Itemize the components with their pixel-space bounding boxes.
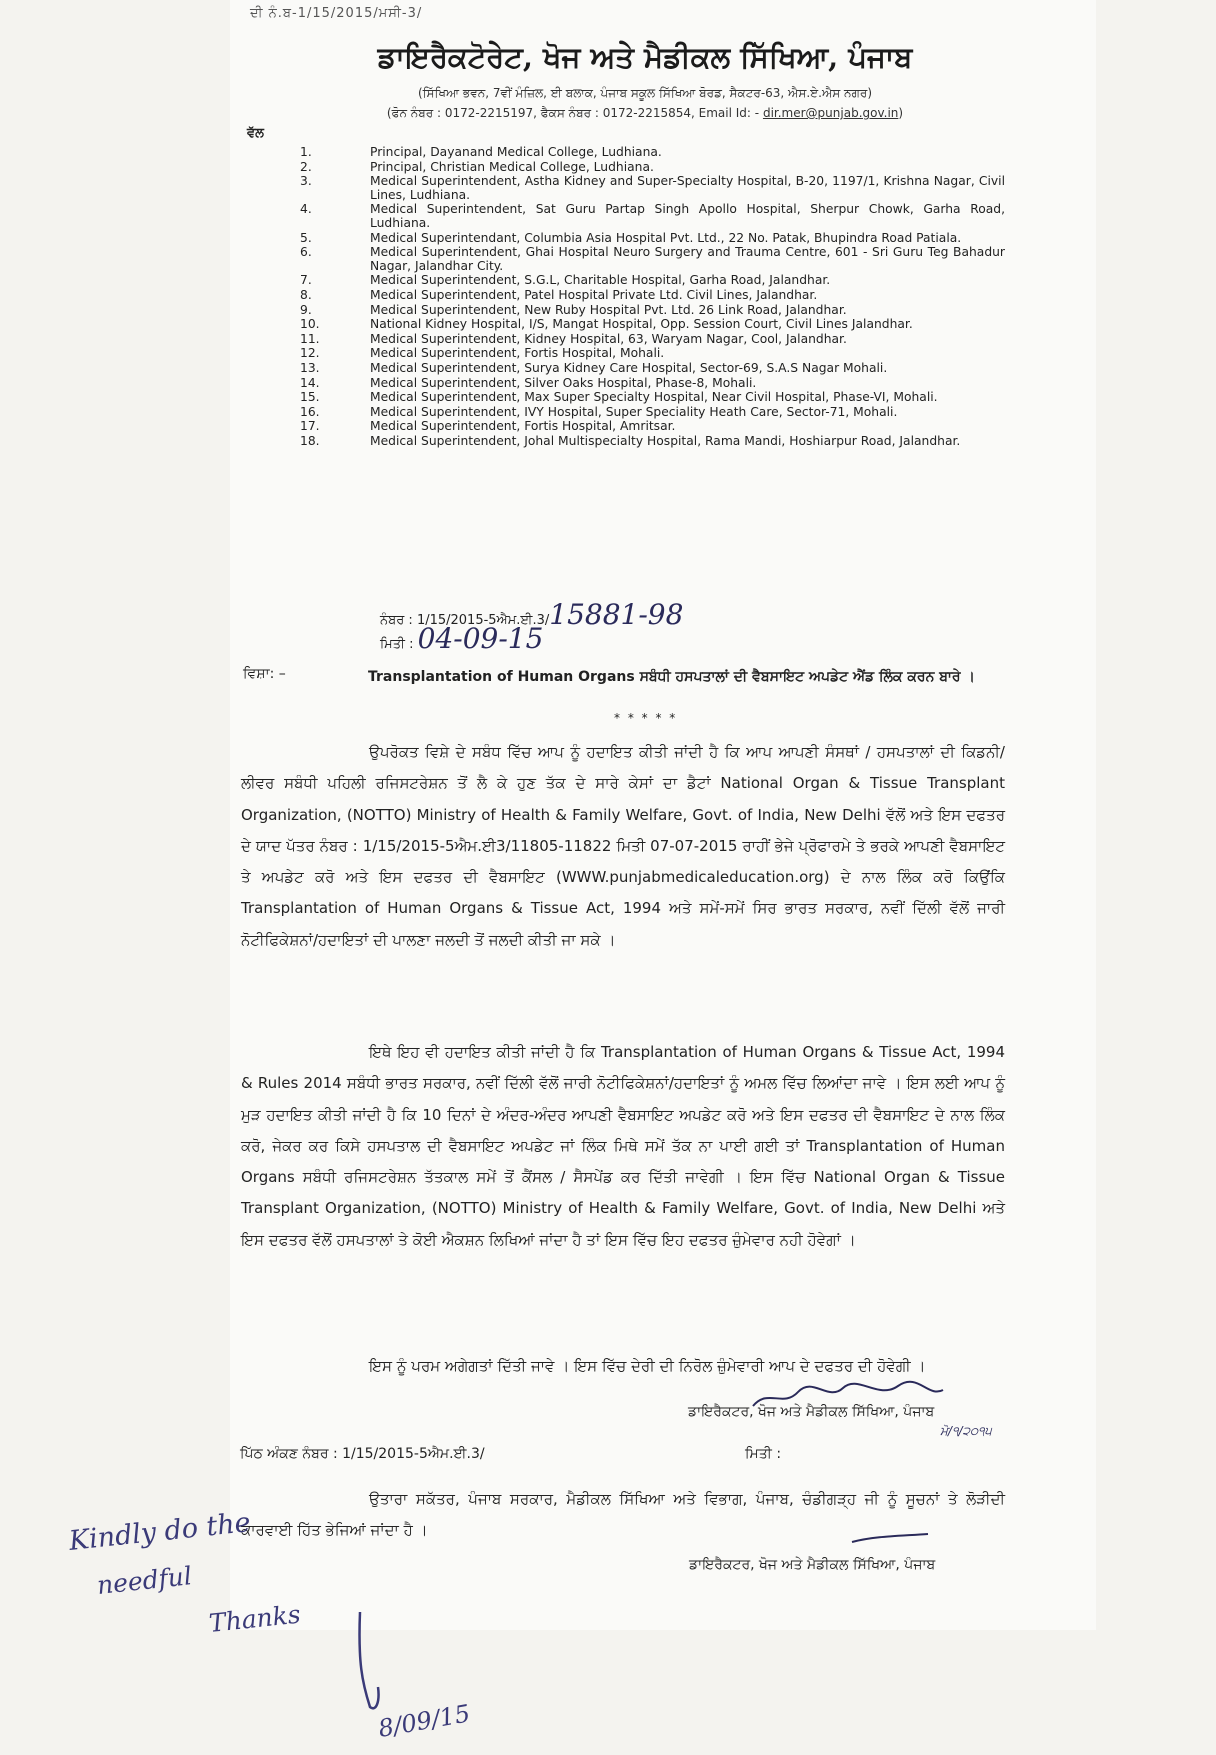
recipient-number: 15. xyxy=(300,390,320,405)
separator-stars: * * * * * xyxy=(614,711,678,725)
recipient-item xyxy=(300,161,1005,175)
recipient-item xyxy=(300,391,1005,405)
recipient-item xyxy=(300,377,1005,391)
recipient-number: 13. xyxy=(300,360,320,375)
recipient-list xyxy=(300,146,1005,449)
endorsement-number: ਪਿੱਠ ਅੰਕਣ ਨੰਬਰ : 1/15/2015-5ਐਮ.ਈ.3/ xyxy=(240,1446,485,1462)
recipient-text: Medical Superintendent, IVY Hospital, Super Speciality Heath Care, Sector-71, Mohali. xyxy=(370,404,898,419)
handwritten-line-2: needful xyxy=(95,1561,194,1600)
recipient-text: Medical Superintendent, Max Super Specialty Hospital, Near Civil Hospital, Phase-VI, Mohali. xyxy=(370,390,938,405)
body-paragraph-3: ਇਸ ਨੂੰ ਪਰਮ ਅਗੇਗਤਾਂ ਦਿੱਤੀ ਜਾਵੇ । ਇਸ ਵਿੱਚ ਦੇਰੀ ਦੀ ਨਿਰੋਲ ਜ਼ੁੰਮੇਵਾਰੀ ਆਪ ਦੇ ਦਫਤਰ ਦੀ ਹੋਵੇਗੀ । xyxy=(369,1357,926,1375)
contact-email-link[interactable]: dir.mer@punjab.gov.in xyxy=(762,106,899,120)
recipient-item xyxy=(300,246,1005,273)
recipient-item xyxy=(300,333,1005,347)
recipient-number: 7. xyxy=(300,273,312,288)
recipient-item xyxy=(300,318,1005,332)
recipient-item xyxy=(300,304,1005,318)
recipient-number: 17. xyxy=(300,419,320,434)
recipient-number: 5. xyxy=(300,230,312,245)
contact-phone: (ਫੋਨ ਨੰਬਰ : 0172-2215197, ਫੈਕਸ ਨੰਬਰ : 0172-2215854, Email Id: - xyxy=(386,106,760,120)
handwritten-initial-stroke xyxy=(359,1612,378,1708)
recipient-text: Medical Superintendent, New Ruby Hospital Pvt. Ltd. 26 Link Road, Jalandhar. xyxy=(370,302,847,317)
recipient-number: 14. xyxy=(300,375,320,390)
recipient-number: 11. xyxy=(300,331,320,346)
letterhead-address: (ਸਿੱਖਿਆ ਭਵਨ, 7ਵੀਂ ਮੰਜ਼ਿਲ, ਈ ਬਲਾਕ, ਪੰਜਾਬ ਸਕੂਲ ਸਿੱਖਿਆ ਬੋਰਡ, ਸੈਕਟਰ-63, ਐਸ.ਏ.ਐਸ ਨਗਰ) xyxy=(417,86,873,100)
recipient-number: 9. xyxy=(300,302,312,317)
endorsement-date: ਮਿਤੀ : xyxy=(745,1446,782,1462)
handwritten-line-1: Kindly do the xyxy=(67,1507,253,1557)
recipient-text: Medical Superintendant, Columbia Asia Hospital Pvt. Ltd., 22 No. Patak, Bhupindra Road Patiala. xyxy=(370,230,962,245)
recipient-text: Principal, Christian Medical College, Ludhiana. xyxy=(370,159,654,174)
recipient-text: Medical Superintendent, Astha Kidney and Super-Specialty Hospital, B-20, 1197/1, Krishna Nagar, Civil Lines, Ludhiana. xyxy=(370,174,1005,202)
handwritten-note xyxy=(40,1507,473,1752)
recipient-number: 18. xyxy=(300,433,320,448)
recipient-text: Medical Superintendent, Kidney Hospital, 63, Waryam Nagar, Cool, Jalandhar. xyxy=(370,331,847,346)
recipient-item xyxy=(300,289,1005,303)
recipient-text: Medical Superintendent, S.G.L, Charitable Hospital, Garha Road, Jalandhar. xyxy=(370,273,831,288)
recipient-text: Medical Superintendent, Surya Kidney Care Hospital, Sector-69, S.A.S Nagar Mohali. xyxy=(370,360,888,375)
recipient-text: Medical Superintendent, Patel Hospital Private Ltd. Civil Lines, Jalandhar. xyxy=(370,287,818,302)
recipient-number: 16. xyxy=(300,404,320,419)
copy-forward-paragraph: ਉਤਾਰਾ ਸਕੱਤਰ, ਪੰਜਾਬ ਸਰਕਾਰ, ਮੈਡੀਕਲ ਸਿੱਖਿਆ ਅਤੇ ਵਿਭਾਗ, ਪੰਜਾਬ, ਚੰਡੀਗੜ੍ਹ ਜੀ ਨੂੰ ਸੂਚਨਾਂ ਤੇ ਲੋੜੀਦੀ ਕਾਰਵਾਈ ਹਿੱਤ ਭੇਜਿਆਂ ਜਾਂਦਾ ਹੈ । xyxy=(241,1490,1005,1540)
director-signature-block: ਡਾਇਰੈਕਟਰ, ਖੋਜ ਅਤੇ ਮੈਡੀਕਲ ਸਿੱਖਿਆ, ਪੰਜਾਬ xyxy=(688,1404,935,1420)
reference-date xyxy=(380,622,543,655)
recipient-item xyxy=(300,420,1005,434)
recipient-item xyxy=(300,274,1005,288)
reference-date-label: ਮਿਤੀ : xyxy=(380,637,418,652)
body-paragraph-1: ਉਪਰੋਕਤ ਵਿਸ਼ੇ ਦੇ ਸਬੰਧ ਵਿੱਚ ਆਪ ਨੂੰ ਹਦਾਇਤ ਕੀਤੀ ਜਾਂਦੀ ਹੈ ਕਿ ਆਪ ਆਪਣੀ ਸੰਸਥਾਂ / ਹਸਪਤਾਲਾਂ ਦੀ ਕਿਡਨੀ/ਲੀਵਰ ਸਬੰਧੀ ਪਹਿਲੀ ਰਜਿਸਟਰੇਸ਼ਨ ਤੋਂ ਲੈ ਕੇ ਹੁਣ ਤੱਕ ਦੇ ਸਾਰੇ ਕੇਸਾਂ ਦਾ ਡੈਟਾਂ National Organ & Tissue Transplant Organization, (NOTTO) Ministry of Health & Family Welfare, Govt. of India, New Delhi ਵੱਲੋਂ ਅਤੇ ਇਸ ਦਫਤਰ ਦੇ ਯਾਦ ਪੱਤਰ ਨੰਬਰ : 1/15/2015-5ਐਮ.ਈ3/11805-11822 ਮਿਤੀ 07-07-2015 ਰਾਹੀਂ ਭੇਜੇ ਪ੍ਰੋਫਾਰਮੇ ਤੇ ਭਰਕੇ ਆਪਣੀ ਵੈਬਸਾਇਟ ਤੇ ਅਪਡੇਟ ਕਰੋ ਅਤੇ ਇਸ ਦਫਤਰ ਦੀ ਵੈਬਸਾਇਟ (WWW.punjabmedicaleducation.org) ਦੇ ਨਾਲ ਲਿੰਕ ਕਰੋ ਕਿਉਂਕਿ Transplantation of Human Organs & Tissue Act, 1994 ਅਤੇ ਸਮੇਂ-ਸਮੇਂ ਸਿਰ ਭਾਰਤ ਸਰਕਾਰ, ਨਵੀਂ ਦਿੱਲੀ ਵੱਲੋਂ ਜਾਰੀ ਨੋਟੀਫਿਕੇਸ਼ਨਾਂ/ਹਦਾਇਤਾਂ ਦੀ ਪਾਲਣਾ ਜਲਦੀ ਤੋਂ ਜਲਦੀ ਕੀਤੀ ਜਾ ਸਕੇ । xyxy=(241,743,1005,949)
recipient-number: 12. xyxy=(300,346,320,361)
endorsement-initials: ਮੋ/੧/੨੦੧੫ xyxy=(940,1424,992,1438)
recipient-item xyxy=(300,347,1005,361)
reference-number-handwritten: 15881-98 xyxy=(549,598,684,631)
recipient-text: Medical Superintendent, Sat Guru Partap Singh Apollo Hospital, Sherpur Chowk, Garha Road, Ludhiana. xyxy=(370,202,1005,230)
recipient-item xyxy=(300,406,1005,420)
contact-end: ) xyxy=(898,106,904,120)
recipient-item xyxy=(300,175,1005,202)
recipient-item xyxy=(300,203,1005,230)
to-label: ਵੱਲ xyxy=(247,126,264,141)
recipient-number: 6. xyxy=(300,245,312,260)
director-footer-signature: ਡਾਇਰੈਕਟਰ, ਖੋਜ ਅਤੇ ਮੈਡੀਕਲ ਸਿੱਖਿਆ, ਪੰਜਾਬ xyxy=(689,1557,936,1573)
recipient-text: Medical Superintendent, Silver Oaks Hospital, Phase-8, Mohali. xyxy=(370,375,757,390)
recipient-text: Medical Superintendent, Fortis Hospital, Amritsar. xyxy=(370,419,676,434)
handwritten-date: 8/09/15 xyxy=(376,1699,473,1743)
subject-label: ਵਿਸ਼ਾ: – xyxy=(243,666,286,682)
recipient-text: Principal, Dayanand Medical College, Ludhiana. xyxy=(370,145,662,159)
recipient-item xyxy=(300,435,1005,449)
recipient-text: Medical Superintendent, Ghai Hospital Neuro Surgery and Trauma Centre, 601 - Sri Guru Teg Bahadur Nagar, Jalandhar City. xyxy=(370,245,1005,273)
recipient-item xyxy=(300,232,1005,246)
letterhead-contact xyxy=(245,106,1045,121)
recipient-item xyxy=(300,362,1005,376)
recipient-number: 3. xyxy=(300,174,312,189)
recipient-item xyxy=(300,146,1005,160)
letterhead-title: ਡਾਇਰੈਕਟੋਰੇਟ, ਖੋਜ ਅਤੇ ਮੈਡੀਕਲ ਸਿੱਖਿਆ, ਪੰਜਾਬ xyxy=(377,40,913,74)
recipient-number: 8. xyxy=(300,287,312,302)
subject-text: Transplantation of Human Organs ਸਬੰਧੀ ਹਸਪਤਾਲਾਂ ਦੀ ਵੈਬਸਾਇਟ ਅਪਡੇਟ ਐਂਡ ਲਿੰਕ ਕਰਨ ਬਾਰੇ । xyxy=(368,669,975,685)
recipient-text: Medical Superintendent, Fortis Hospital, Mohali. xyxy=(370,346,665,361)
top-number: ਦੀ ਨੰ.ਬ-1/15/2015/ਮਸੀ-3/ xyxy=(250,6,423,21)
body-paragraph-2: ਇਥੇ ਇਹ ਵੀ ਹਦਾਇਤ ਕੀਤੀ ਜਾਂਦੀ ਹੈ ਕਿ Transplantation of Human Organs & Tissue Act, 1994 & Rules 2014 ਸਬੰਧੀ ਭਾਰਤ ਸਰਕਾਰ, ਨਵੀਂ ਦਿੱਲੀ ਵੱਲੋਂ ਜਾਰੀ ਨੋਟੀਫਿਕੇਸ਼ਨਾਂ/ਹਦਾਇਤਾਂ ਨੂੰ ਅਮਲ ਵਿੱਚ ਲਿਆਂਦਾ ਜਾਵੇ । ਇਸ ਲਈ ਆਪ ਨੂੰ ਮੁੜ ਹਦਾਇਤ ਕੀਤੀ ਜਾਂਦੀ ਹੈ ਕਿ 10 ਦਿਨਾਂ ਦੇ ਅੰਦਰ-ਅੰਦਰ ਆਪਣੀ ਵੈਬਸਾਇਟ ਅਪਡੇਟ ਕਰੋ ਅਤੇ ਇਸ ਦਫਤਰ ਦੀ ਵੈਬਸਾਇਟ ਦੇ ਨਾਲ ਲਿੰਕ ਕਰੋ, ਜੇਕਰ ਕਰ ਕਿਸੇ ਹਸਪਤਾਲ ਦੀ ਵੈਬਸਾਇਟ ਅਪਡੇਟ ਜਾਂ ਲਿੰਕ ਮਿਥੇ ਸਮੇਂ ਤੱਕ ਨਾ ਪਾਈ ਗਈ ਤਾਂ Transplantation of Human Organs ਸਬੰਧੀ ਰਜਿਸਟਰੇਸ਼ਨ ਤੱਤਕਾਲ ਸਮੇਂ ਤੋਂ ਕੈਂਸਲ / ਸੈਸਪੇਂਡ ਕਰ ਦਿੱਤੀ ਜਾਵੇਗੀ । ਇਸ ਵਿੱਚ National Organ & Tissue Transplant Organization, (NOTTO) Ministry of Health & Family Welfare, Govt. of India, New Delhi ਅਤੇ ਇਸ ਦਫਤਰ ਵੱਲੋਂ ਹਸਪਤਾਲਾਂ ਤੇ ਕੋਈ ਐਕਸ਼ਨ ਲਿਖਿਆਂ ਜਾਂਦਾ ਹੈ ਤਾਂ ਇਸ ਵਿੱਚ ਇਹ ਦਫਤਰ ਜ਼ੁੰਮੇਵਾਰ ਨਹੀ ਹੋਵੇਗਾਂ । xyxy=(241,1043,1005,1249)
recipient-text: Medical Superintendent, Johal Multispecialty Hospital, Rama Mandi, Hoshiarpur Road, Jalandhar. xyxy=(370,433,961,448)
recipient-number: 1. xyxy=(300,145,312,159)
signature-stroke xyxy=(850,1532,930,1546)
reference-date-handwritten: 04-09-15 xyxy=(417,622,544,655)
signature-scribble xyxy=(748,1378,948,1414)
handwritten-line-3: Thanks xyxy=(207,1599,302,1638)
recipient-number: 10. xyxy=(300,317,320,332)
recipient-number: 2. xyxy=(300,159,312,174)
recipient-number: 4. xyxy=(300,202,312,217)
recipient-text: National Kidney Hospital, I/S, Mangat Hospital, Opp. Session Court, Civil Lines Jalandhar. xyxy=(370,317,913,332)
reference-number-label: ਨੰਬਰ : 1/15/2015-5ਐਮ.ਈ.3/ xyxy=(380,613,550,628)
